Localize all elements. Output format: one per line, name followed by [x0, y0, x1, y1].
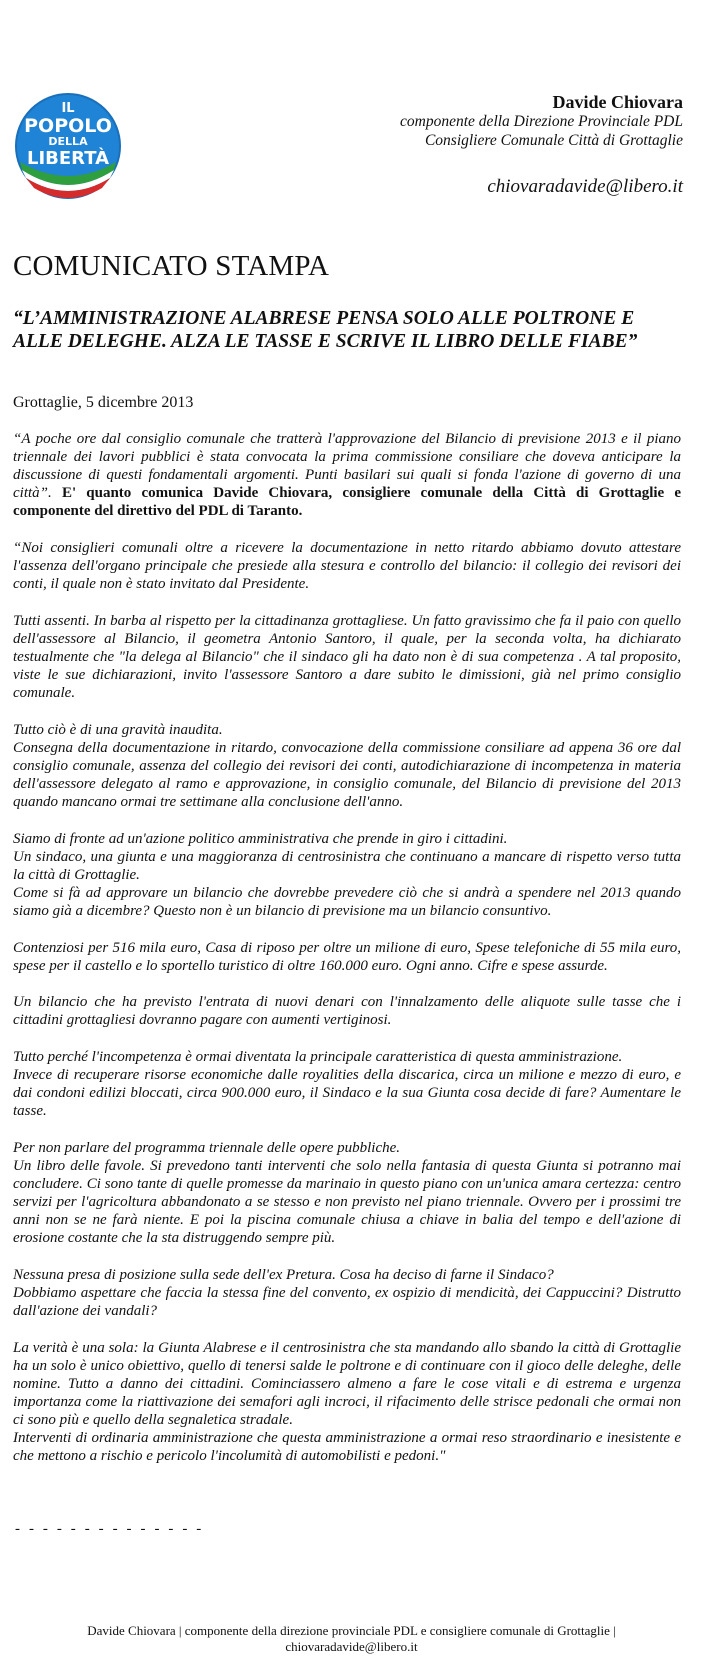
footer-email[interactable]: chiovaradavide@libero.it [285, 1639, 418, 1654]
divider-line: - - - - - - - - - - - - - - [15, 1521, 204, 1537]
author-header [400, 92, 683, 198]
paragraph: Tutti assenti. In barba al rispetto per la cittadinanza grottagliese. Un fatto gravissimo che fa il paio con quello dell'assessore al Bilancio, il geometra Antonio Santoro, il quale, per la seconda volta, ha dichiarato testualmente che "la delega al Bilancio" che il sindaco gli ha dato non è di sua competenza . A tal proposito, viste le sue dichiarazioni, invito l'assessore Santoro a dare subito le dimissioni, già nel primo consiglio comunale. [13, 612, 681, 702]
author-role-1: componente della Direzione Provinciale PDL [400, 113, 683, 130]
paragraph: Un sindaco, una giunta e una maggioranza di centrosinistra che continuano a mancare di rispetto verso tutta la città di Grottaglie. [13, 848, 681, 883]
headline: “L’AMMINISTRAZIONE ALABRESE PENSA SOLO ALLE POLTRONE E ALLE DELEGHE. ALZA LE TASSE E SCRIVE IL LIBRO DELLE FIABE” [13, 308, 638, 352]
document-title: COMUNICATO STAMPA [13, 250, 330, 282]
logo-line-3: DELLA [48, 135, 88, 148]
author-role-2: Consigliere Comunale Città di Grottaglie [424, 132, 683, 149]
paragraph: Un bilancio che ha previsto l'entrata di nuovi denari con l'innalzamento delle aliquote sulle tasse che i cittadini grottagliesi dovranno pagare con aumenti vertiginosi. [13, 994, 681, 1029]
paragraph: Come si fà ad approvare un bilancio che dovrebbe prevedere ciò che si andrà a spendere nel 2013 quando siamo già a dicembre? Questo non è un bilancio di previsione ma un bilancio consuntivo. [13, 884, 681, 920]
page-footer [0, 1623, 703, 1655]
author-name: Davide Chiovara [552, 92, 683, 112]
paragraph: Nessuna presa di posizione sulla sede dell'ex Pretura. Cosa ha deciso di farne il Sindaco? [13, 1266, 554, 1283]
logo-line-4: LIBERTÀ [26, 148, 110, 169]
paragraph: Interventi di ordinaria amministrazione che questa amministrazione a ormai reso straordinario e inesistente e che mettono a rischio e pericolo l'incolumità di automobilisti e pedoni." [13, 1430, 681, 1465]
paragraph: La verità è una sola: la Giunta Alabrese e il centrosinistra che sta mandando allo sbando la città di Grottaglie ha un solo è unico obiettivo, quello di tenersi salde le poltrone e di continuare con il gioco delle deleghe, delle nomine. Tutto a danno dei cittadini. Cominciassero almeno a fare le cose vitali e di estrema e urgenza importanza come la riattivazione dei semafori agli incroci, il rifacimento delle strisce pedonali che ormai non ci sono più e quello della segnaletica stradale. [13, 1339, 681, 1429]
author-email[interactable]: chiovaradavide@libero.it [487, 176, 683, 197]
paragraph-text: “A poche ore dal consiglio comunale che tratterà l'approvazione del Bilancio di previsione 2013 e il piano triennale dei lavori pubblici è stata convocata la prima commissione consiliare che doveva anticipare la discussione di questi fondamentali argomenti. Punti basilari sui quali si fonda l'azione di governo di una città”. [13, 431, 681, 502]
paragraph: Per non parlare del programma triennale delle opere pubbliche. [13, 1139, 401, 1156]
paragraph: Contenziosi per 516 mila euro, Casa di riposo per oltre un milione di euro, Spese telefoniche di 55 mila euro, spese per il castello e lo sportello turistico di oltre 160.000 euro. Ogni anno. Cifre e spese assurde. [13, 939, 681, 974]
footer-line-1: Davide Chiovara | componente della direzione provinciale PDL e consigliere comunale di Grottaglie | [87, 1623, 616, 1638]
paragraph: Un libro delle favole. Si prevedono tanti interventi che solo nella fantasia di questa Giunta si potranno mai concludere. Ci sono tante di quelle promesse da marinaio in questo piano con un'unica amara certezza: centro servizi per l'agricoltura abbandonato a se stesso e non previsto nel piano triennale. Ovvero per i prossimi tre anni non se ne farà niente. E poi la piscina comunale chiusa a chiave in balia del tempo e dell'azione di erosione costante che la sta distruggendo sempre più. [13, 1158, 681, 1247]
pdl-logo [12, 90, 124, 202]
paragraph: Dobbiamo aspettare che faccia la stessa fine del convento, ex ospizio di mendicità, dei Cappuccini? Distrutto dall'azione dei vandali? [13, 1285, 681, 1320]
paragraph: Siamo di fronte ad un'azione politico amministrativa che prende in giro i cittadini. [13, 830, 508, 847]
paragraph: Tutto perché l'incompetenza è ormai diventata la principale caratteristica di questa amministrazione. [13, 1049, 623, 1066]
logo-line-1: IL [61, 101, 75, 116]
paragraph: Invece di recuperare risorse economiche dalle royalities della discarica, circa un milione e mezzo di euro, e dai condoni edilizi bloccati, circa 900.000 euro, il Sindaco e la sua Giunta cosa decide di fare? Aumentare le tasse. [13, 1067, 681, 1120]
dateline: Grottaglie, 5 dicembre 2013 [13, 394, 194, 411]
paragraph: Consegna della documentazione in ritardo, convocazione della commissione consiliare ad appena 36 ore dal consiglio comunale, assenza del collegio dei revisori dei conti, autodichiarazione di incompetenza in materia dell'assessore delegato al ramo e approvazione, in consiglio comunale, del Bilancio di previsione del 2013 quando mancano ormai tre settimane alla conclusione dell'anno. [13, 739, 681, 811]
paragraph: Tutto ciò è di una gravità inaudita. [13, 721, 223, 738]
paragraph [13, 430, 681, 520]
press-release-body [13, 430, 681, 1484]
logo-line-2: POPOLO [24, 115, 112, 137]
paragraph: “Noi consiglieri comunali oltre a ricevere la documentazione in netto ritardo abbiamo dovuto attestare l'assenza dell'organo principale che presiede alla stesura e controllo del bilancio: il collegio dei revisori dei conti, il quale non è stato invitato dal Presidente. [13, 539, 681, 593]
paragraph-bold-text: E' quanto comunica Davide Chiovara, consigliere comunale della Città di Grottaglie e componente del direttivo del PDL di Taranto. [13, 485, 682, 520]
